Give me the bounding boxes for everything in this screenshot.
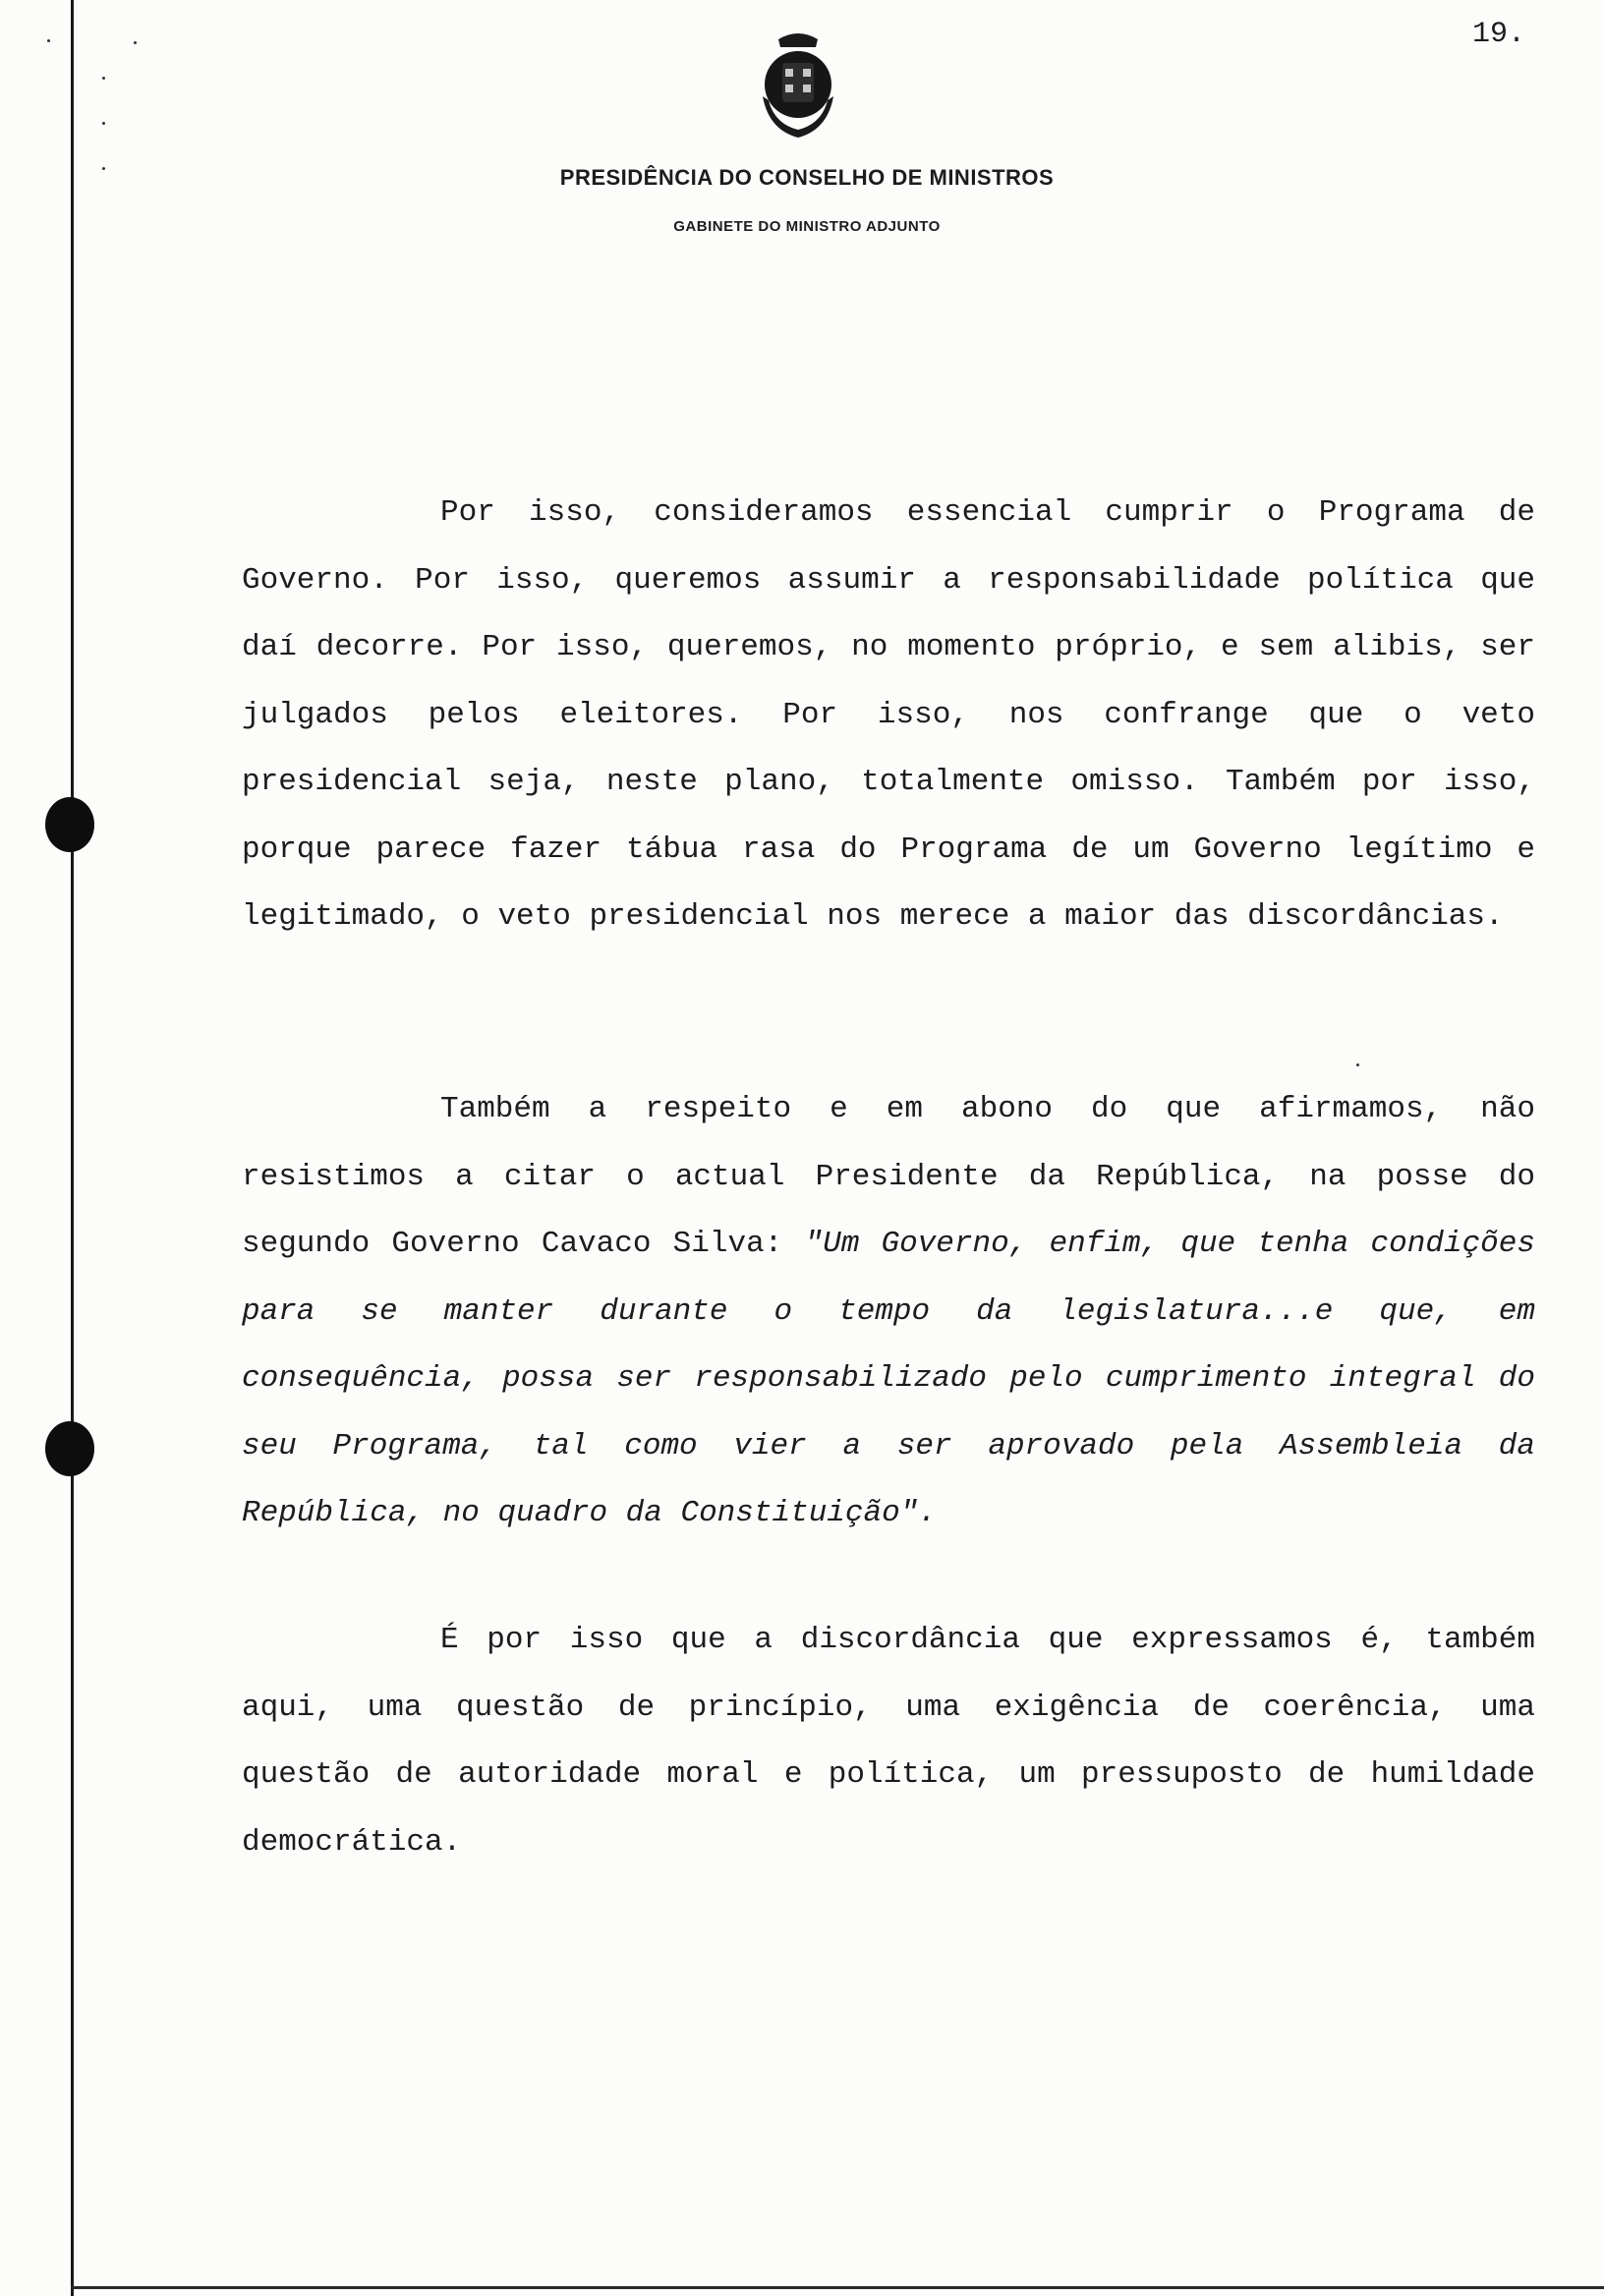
paragraph-2: [242, 1076, 1535, 1548]
scan-speck: [1356, 1063, 1359, 1066]
coat-of-arms-icon: [749, 28, 847, 145]
left-margin-rule: [71, 0, 74, 2296]
paragraph-1-text: Por isso, consideramos essencial cumprir o Programa de Governo. Por isso, queremos assumir a responsabilidade política que daí decorre. Por isso, queremos, no momento próprio, e sem alibis, ser julgados pelos eleitores. Por isso, nos confrange que o veto presidencial seja, neste plano, totalmente omisso. Também por isso, porque parece fazer tábua rasa do Programa de um Governo legítimo e legitimado, o veto presidencial nos merece a maior das discordâncias.: [242, 495, 1535, 934]
scan-speck: [134, 41, 137, 44]
paragraph-2-quote: "Um Governo, enfim, que tenha condições para se manter durante o tempo da legislatura...e que, em consequência, possa ser responsabilizado pelo cumprimento integral do seu Programa, tal como vier a ser aprovado pela Assembleia da República, no quadro da Constituição".: [242, 1227, 1535, 1530]
scan-speck: [102, 122, 105, 125]
letterhead-subtitle: GABINETE DO MINISTRO ADJUNTO: [673, 218, 941, 235]
scan-speck: [102, 77, 105, 80]
page-number: 19.: [1471, 18, 1525, 51]
paragraph-1: [242, 480, 1535, 951]
paragraph-3: [242, 1607, 1535, 1876]
bottom-edge-rule: [71, 2286, 1604, 2289]
letterhead-title: PRESIDÊNCIA DO CONSELHO DE MINISTROS: [559, 165, 1055, 190]
document-body-3: [242, 1607, 1535, 1876]
document-body: [242, 480, 1535, 951]
paragraph-3-text: É por isso que a discordância que expressamos é, também aqui, uma questão de princípio, uma exigência de coerência, uma questão de autoridade moral e política, um pressuposto de humildade democrática.: [242, 1623, 1535, 1860]
punch-hole-bottom: [45, 1421, 94, 1476]
punch-hole-top: [45, 797, 94, 852]
document-body-2: [242, 1076, 1535, 1548]
paragraph-2-lead: Também a respeito e em abono do que afirmamos, não resistimos a citar o actual Presidente da República, na posse do segundo Governo Cavaco Silva:: [242, 1092, 1535, 1261]
scan-speck: [47, 39, 50, 42]
